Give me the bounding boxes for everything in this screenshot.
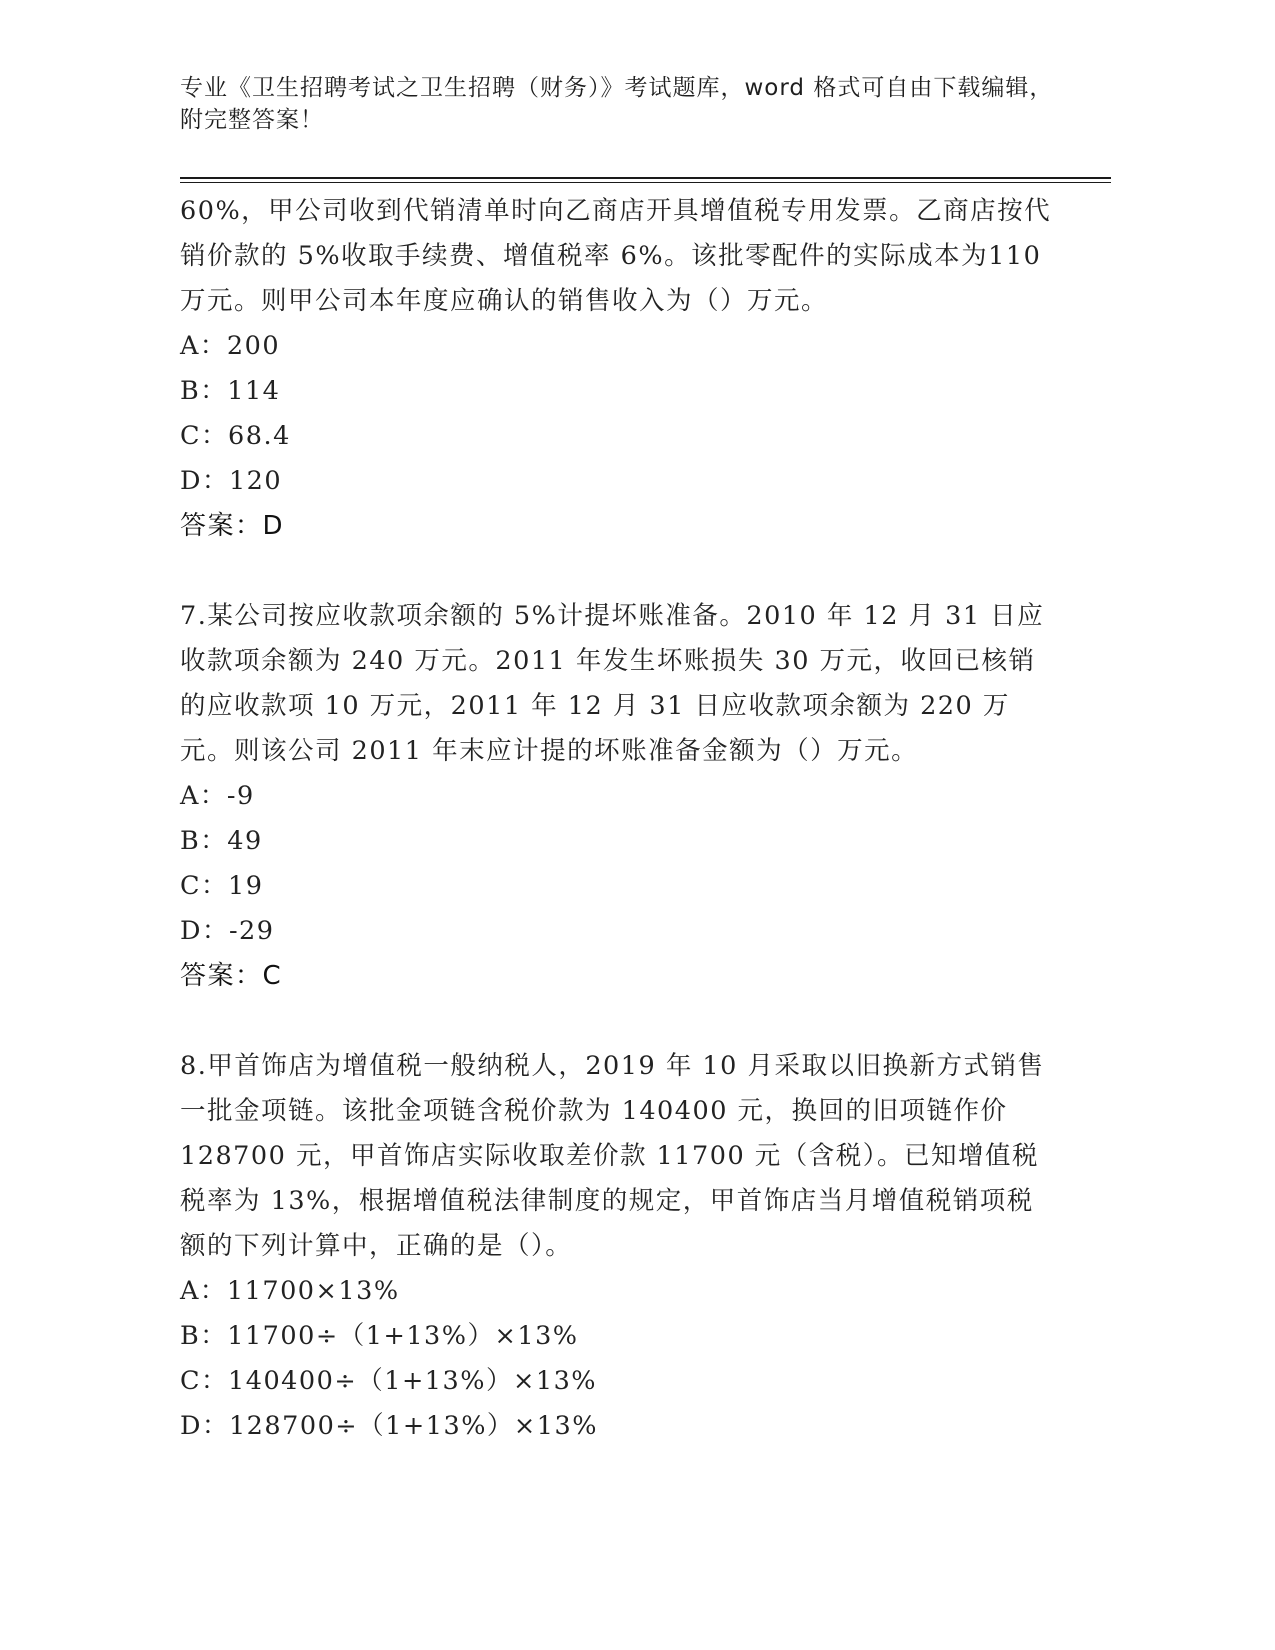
option-c: C：68.4 [180,421,291,451]
header-rule-thick [180,177,1111,179]
spacer [180,549,1060,594]
option-a: A：11700×13% [180,1276,400,1306]
option-b: B：11700÷（1+13%）×13% [180,1321,579,1351]
answer-line: 答案：C [180,961,283,991]
option-d: D：120 [180,466,283,496]
question-text: 7.某公司按应收款项余额的 5%计提坏账准备。2010 年 12 月 31 日应收款项余额为 240 万元。2011 年发生坏账损失 30 万元，收回已核销的应收款项 10 万元，2011 年 12 月 31 日应收款项余额为 220 万元。则该公司 2011 年末应计提的坏账准备金额为（）万元。 [180,601,1045,766]
option-a: A：-9 [180,781,255,811]
question-text: 60%，甲公司收到代销清单时向乙商店开具增值税专用发票。乙商店按代销价款的 5%收取手续费、增值税率 6%。该批零配件的实际成本为110 万元。则甲公司本年度应确认的销售收入为（）万元。 [180,196,1052,316]
option-b: B：114 [180,376,281,406]
option-c: C：19 [180,871,264,901]
option-b: B：49 [180,826,263,856]
option-c: C：140400÷（1+13%）×13% [180,1366,598,1396]
document-header: 专业《卫生招聘考试之卫生招聘（财务）》考试题库，word 格式可自由下载编辑，附完整答案！ [180,75,1054,133]
answer-line: 答案：D [180,511,285,541]
question-text: 8.甲首饰店为增值税一般纳税人，2019 年 10 月采取以旧换新方式销售一批金项链。该批金项链含税价款为 140400 元，换回的旧项链作价128700 元，甲首饰店实际收取差价款 11700 元（含税）。已知增值税税率为 13%，根据增值税法律制度的规定，甲首饰店当月增值税销项税额的下列计算中，正确的是（）。 [180,1051,1045,1261]
question-7 [180,594,1060,999]
spacer [180,999,1060,1044]
header-rule-thin [180,182,1111,183]
option-a: A：200 [180,331,281,361]
question-6-continuation [180,189,1060,549]
question-8 [180,1044,1060,1449]
option-d: D：128700÷（1+13%）×13% [180,1411,598,1441]
option-d: D：-29 [180,916,275,946]
document-body [180,189,1060,1449]
